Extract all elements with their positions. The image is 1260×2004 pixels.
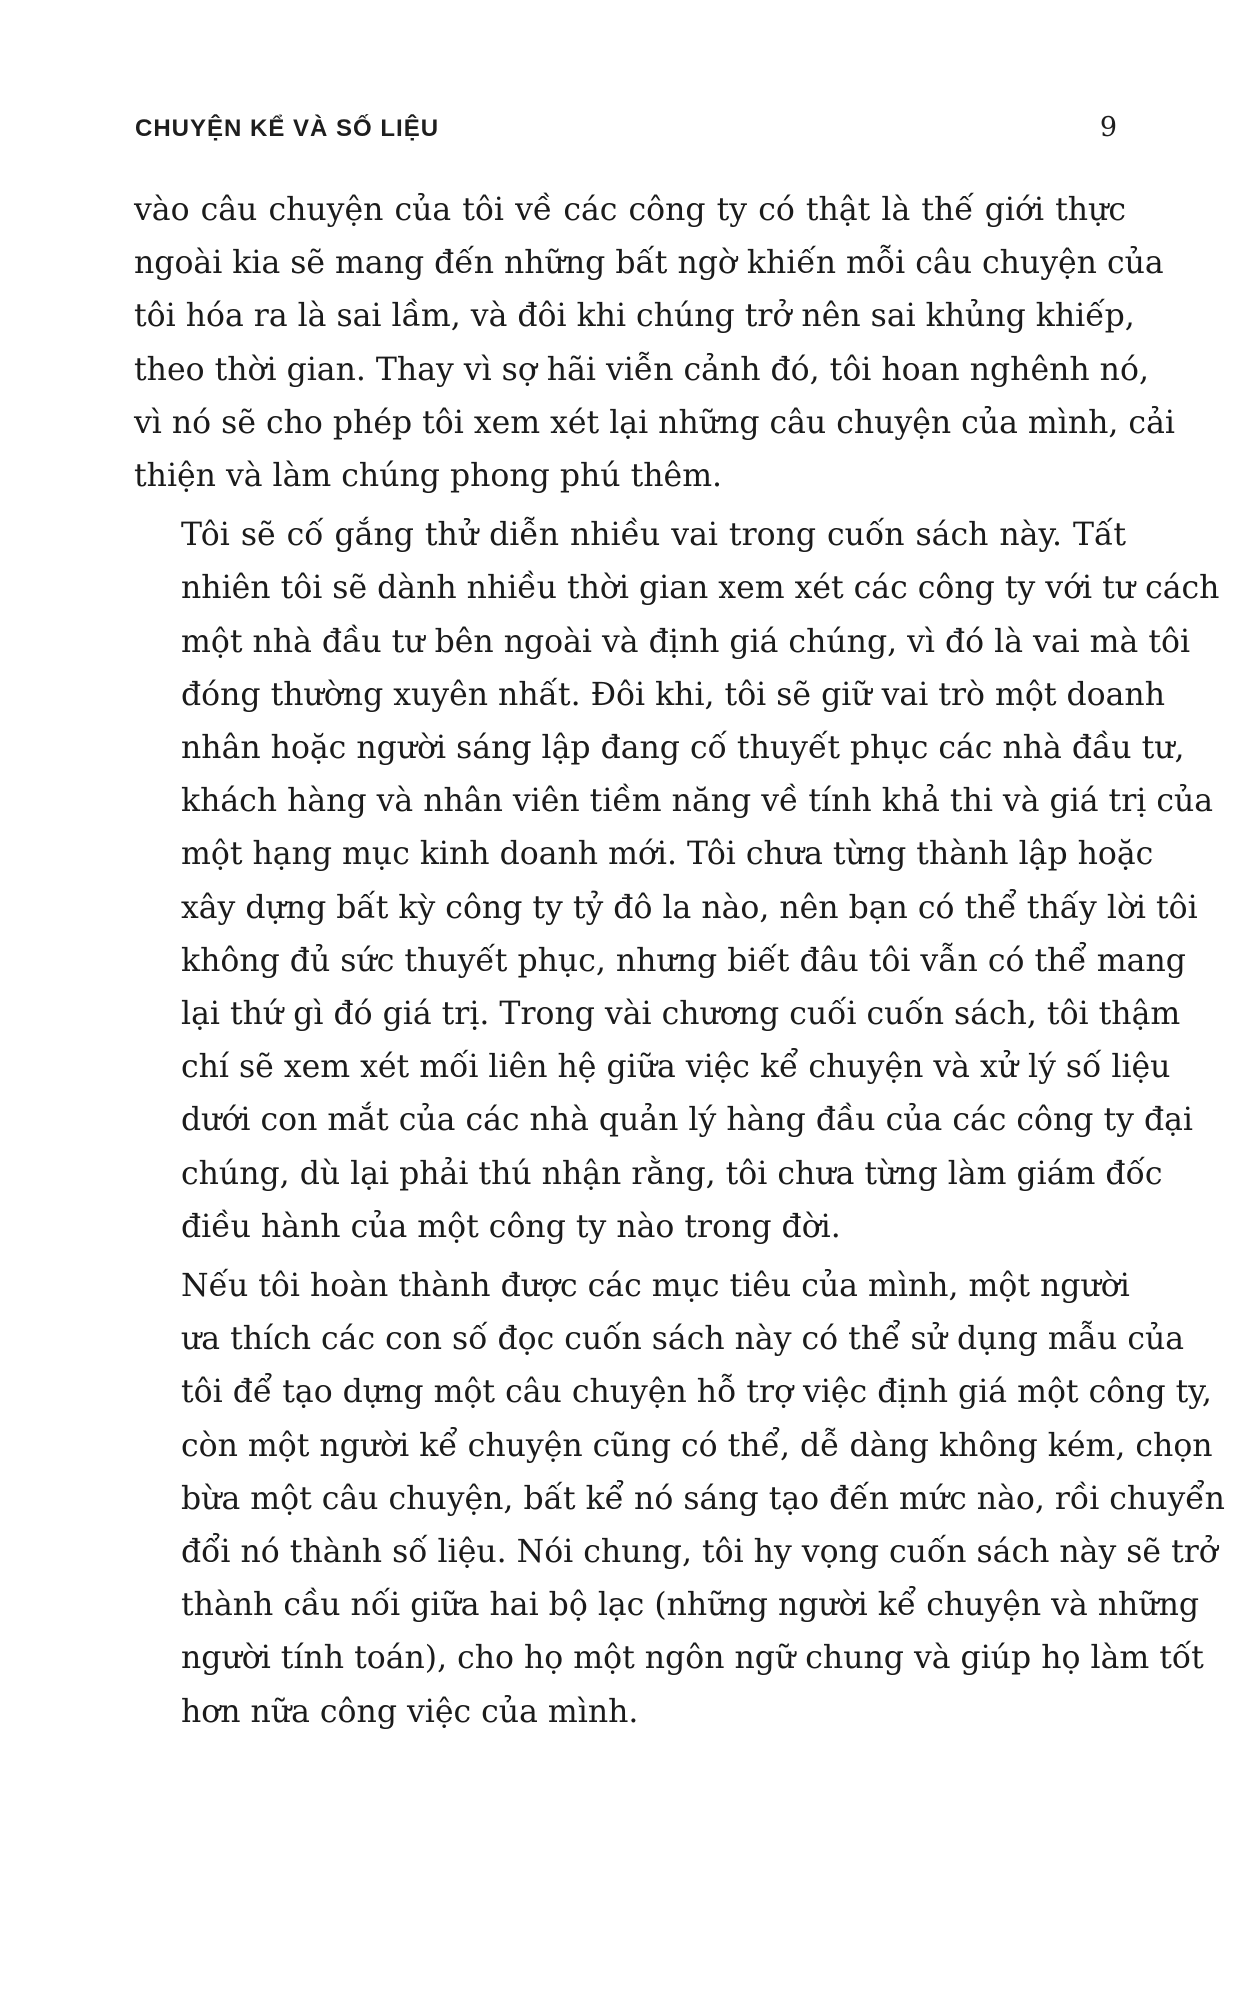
body-text (134, 184, 1225, 1739)
text-line: nhiên tôi sẽ dành nhiều thời gian xem xét các công ty với tư cách (181, 570, 1220, 607)
page-number: 9 (1099, 112, 1117, 143)
text-line: tôi để tạo dựng một câu chuyện hỗ trợ việc định giá một công ty, (181, 1374, 1212, 1411)
text-line: điều hành của một công ty nào trong đời. (181, 1208, 841, 1245)
text-line: dưới con mắt của các nhà quản lý hàng đầu của các công ty đại (181, 1102, 1193, 1139)
text-line: chúng, dù lại phải thú nhận rằng, tôi chưa từng làm giám đốc (181, 1155, 1163, 1192)
text-line: thành cầu nối giữa hai bộ lạc (những người kể chuyện và những (181, 1587, 1200, 1624)
text-line: chí sẽ xem xét mối liên hệ giữa việc kể chuyện và xử lý số liệu (181, 1049, 1171, 1086)
text-line: ưa thích các con số đọc cuốn sách này có thể sử dụng mẫu của (181, 1321, 1185, 1358)
text-line: theo thời gian. Thay vì sợ hãi viễn cảnh đó, tôi hoan nghênh nó, (134, 351, 1149, 388)
text-line: còn một người kể chuyện cũng có thể, dễ dàng không kém, chọn (181, 1427, 1213, 1464)
text-line: hơn nữa công việc của mình. (181, 1693, 639, 1730)
text-line: bừa một câu chuyện, bất kể nó sáng tạo đến mức nào, rồi chuyển (181, 1480, 1225, 1517)
paragraph-2 (134, 509, 1220, 1254)
text-line: đổi nó thành số liệu. Nói chung, tôi hy vọng cuốn sách này sẽ trở (181, 1534, 1218, 1571)
text-line: người tính toán), cho họ một ngôn ngữ chung và giúp họ làm tốt (181, 1640, 1204, 1677)
paragraph-3 (134, 1260, 1225, 1739)
text-line: xây dựng bất kỳ công ty tỷ đô la nào, nên bạn có thể thấy lời tôi (181, 889, 1198, 926)
text-line: Tôi sẽ cố gắng thử diễn nhiều vai trong cuốn sách này. Tất (181, 517, 1126, 554)
text-line: Nếu tôi hoàn thành được các mục tiêu của mình, một người (181, 1268, 1130, 1305)
text-line: nhân hoặc người sáng lập đang cố thuyết phục các nhà đầu tư, (181, 730, 1185, 767)
paragraph-1 (134, 184, 1175, 503)
text-line: đóng thường xuyên nhất. Đôi khi, tôi sẽ giữ vai trò một doanh (181, 676, 1165, 713)
text-line: một nhà đầu tư bên ngoài và định giá chúng, vì đó là vai mà tôi (181, 623, 1191, 660)
text-line: vì nó sẽ cho phép tôi xem xét lại những câu chuyện của mình, cải (134, 404, 1175, 441)
text-line: tôi hóa ra là sai lầm, và đôi khi chúng trở nên sai khủng khiếp, (134, 298, 1135, 335)
text-line: một hạng mục kinh doanh mới. Tôi chưa từng thành lập hoặc (181, 836, 1154, 873)
text-line: khách hàng và nhân viên tiềm năng về tính khả thi và giá trị của (181, 783, 1214, 820)
running-header (135, 112, 1117, 152)
running-title: CHUYỆN KỂ VÀ SỐ LIỆU (135, 115, 440, 142)
text-line: không đủ sức thuyết phục, nhưng biết đâu tôi vẫn có thể mang (181, 942, 1186, 979)
text-line: thiện và làm chúng phong phú thêm. (134, 458, 723, 495)
text-line: lại thứ gì đó giá trị. Trong vài chương cuối cuốn sách, tôi thậm (181, 996, 1181, 1033)
text-line: ngoài kia sẽ mang đến những bất ngờ khiến mỗi câu chuyện của (134, 245, 1164, 282)
text-line: vào câu chuyện của tôi về các công ty có thật là thế giới thực (134, 192, 1126, 228)
